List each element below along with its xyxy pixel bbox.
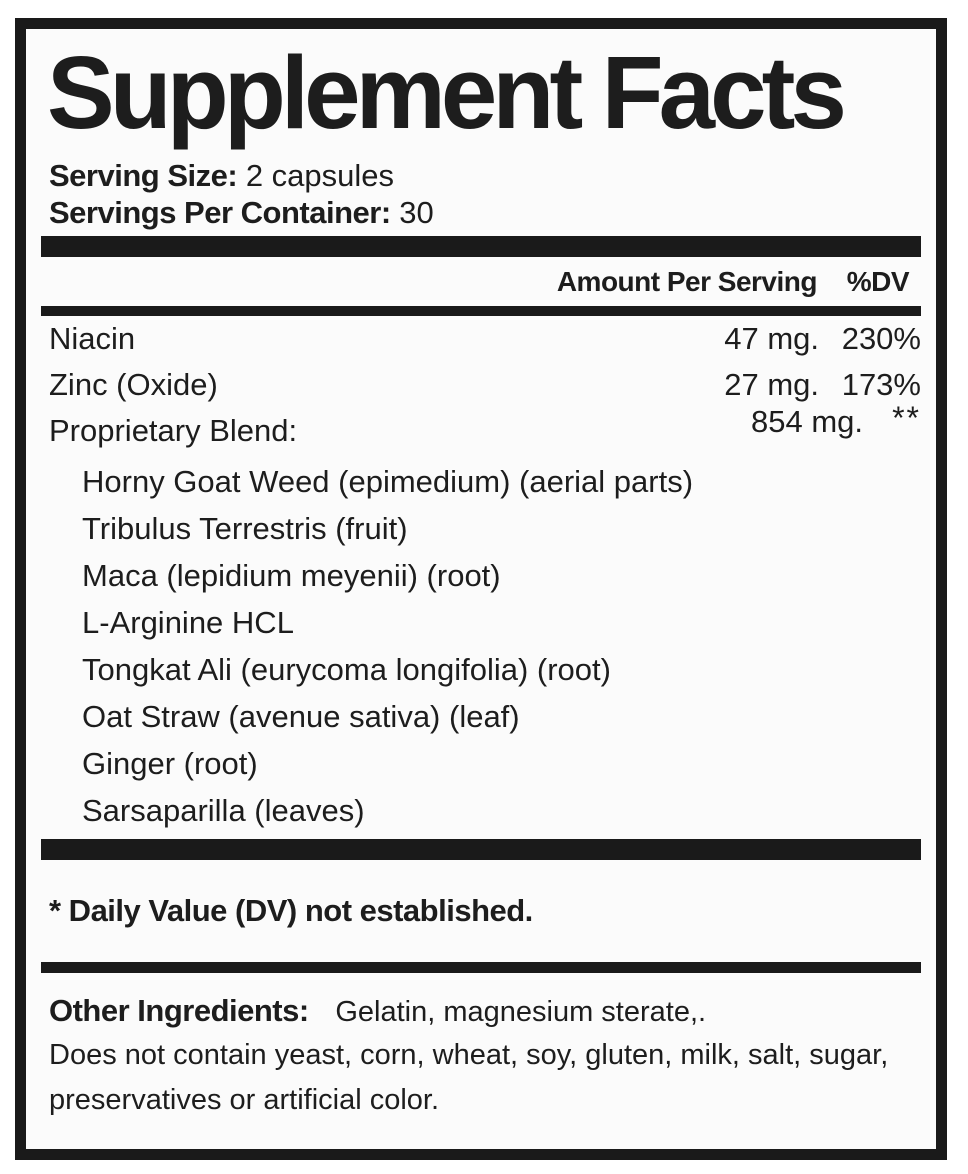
serving-size-row [49, 157, 921, 194]
list-item: Horny Goat Weed (epimedium) (aerial parts) [82, 463, 694, 499]
servings-per-container-row [49, 194, 921, 231]
servings-per-container-value: 30 [399, 195, 434, 230]
list-item: Maca (lepidium meyenii) (root) [82, 557, 501, 593]
other-ingredients-row [49, 993, 921, 1029]
nutrient-amount: 47 mg. [724, 321, 819, 356]
servings-per-container-label: Servings Per Container: [49, 195, 391, 230]
nutrient-name: Zinc (Oxide) [49, 367, 218, 402]
nutrient-name: Proprietary Blend: [49, 413, 298, 448]
label-content [26, 37, 936, 1123]
label-title: Supplement Facts [47, 35, 843, 150]
daily-value-footnote: * Daily Value (DV) not established. [49, 893, 533, 928]
nutrient-dv: 230% [841, 321, 921, 356]
list-item: Tongkat Ali (eurycoma longifolia) (root) [82, 651, 611, 687]
amount-per-serving-header: Amount Per Serving [556, 265, 817, 297]
list-item: Ginger (root) [82, 745, 258, 781]
percent-dv-header: %DV [846, 265, 909, 297]
serving-size-value: 2 capsules [245, 158, 395, 193]
list-item: Oat Straw (avenue sativa) (leaf) [82, 698, 520, 734]
supplement-facts-label [15, 18, 947, 1160]
nutrient-name: Niacin [49, 321, 136, 356]
list-item: Tribulus Terrestris (fruit) [82, 510, 408, 546]
disclaimer-line-2: preservatives or artificial color. [49, 1084, 440, 1116]
footnote-divider-bar [41, 962, 921, 973]
disclaimer-line-1: Does not contain yeast, corn, wheat, soy, gluten, milk, salt, sugar, [49, 1039, 889, 1071]
list-item: Sarsaparilla (leaves) [82, 792, 365, 828]
section-divider-bar-top [41, 236, 921, 257]
nutrient-dv: 173% [841, 367, 921, 402]
table-row [41, 316, 921, 362]
table-row [41, 362, 921, 408]
nutrient-amount: 854 mg. [750, 404, 863, 439]
nutrient-amount: 27 mg. [724, 367, 819, 402]
table-row [41, 399, 921, 454]
nutrient-dv: ** [892, 399, 921, 436]
nutrient-table [41, 316, 921, 454]
serving-size-label: Serving Size: [49, 158, 238, 193]
table-header-row [41, 257, 921, 306]
proprietary-blend-list [41, 454, 921, 834]
serving-info [49, 157, 921, 231]
disclaimer-text [49, 1033, 921, 1123]
list-item: L-Arginine HCL [82, 604, 294, 640]
header-underline-bar [41, 306, 921, 316]
other-ingredients-value: Gelatin, magnesium sterate,. [335, 996, 707, 1028]
other-ingredients-label: Other Ingredients: [49, 993, 309, 1028]
section-divider-bar-middle [41, 839, 921, 860]
